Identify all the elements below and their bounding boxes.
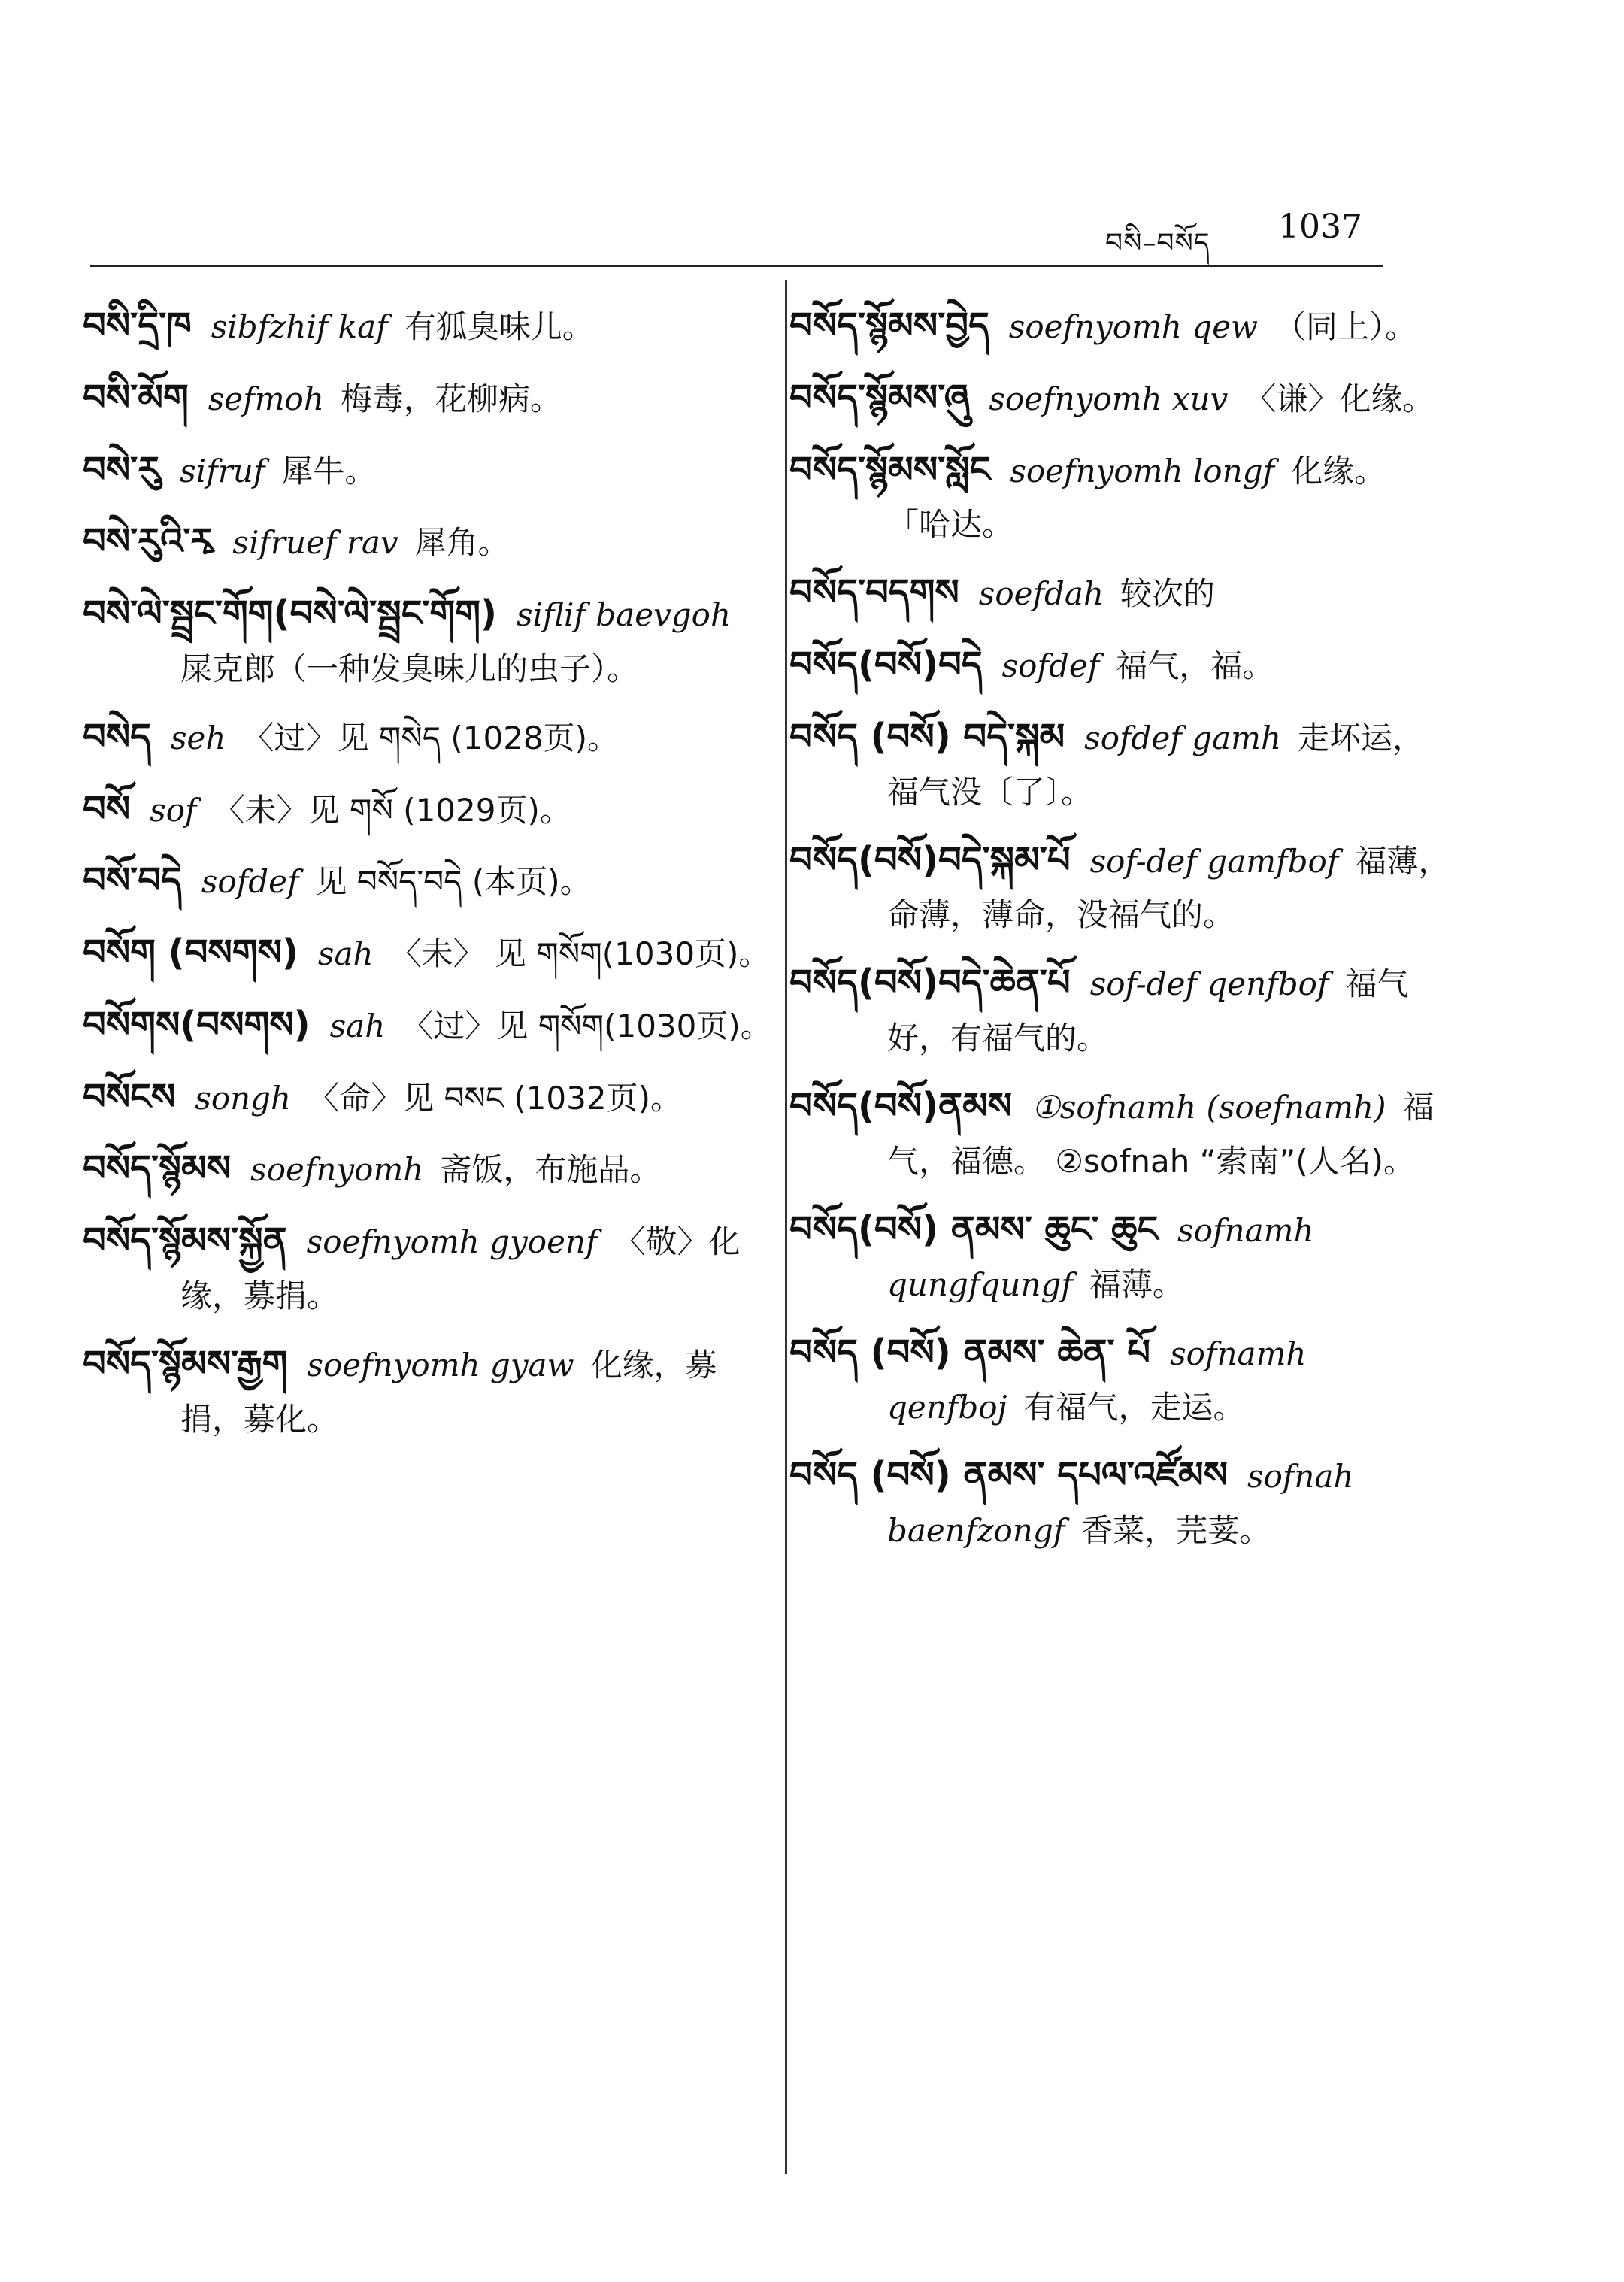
- entry-romanization: soefdah: [978, 575, 1104, 613]
- entry-headword: བསོད་སྙོམས་ཞུ: [789, 376, 970, 419]
- entry-gloss: 犀角。: [414, 524, 510, 562]
- dictionary-entry: [789, 832, 1451, 941]
- entry-gloss: 〈未〉见 གསོ (1029页)。: [213, 791, 571, 829]
- entry-headword: བསེད: [83, 715, 151, 758]
- dictionary-entry: [789, 1324, 1451, 1434]
- entry-romanization: seh: [170, 719, 226, 756]
- entry-headword: བསེ་རུ: [83, 448, 161, 491]
- entry-romanization: sefmoh: [208, 380, 324, 417]
- header-rule: [90, 265, 1383, 267]
- entry-romanization: sofdef gamh: [1084, 719, 1281, 756]
- entry-romanization: sofnamh qenfboj: [887, 1335, 1307, 1426]
- entry-headword: བསོད་བདགས: [789, 571, 959, 614]
- entry-headword: བསེ་ལེ་སྦྲང་གོག(བསེ་ལེ་སྦྲང་གོག): [83, 592, 497, 635]
- entry-romanization: siflif baevgoh: [516, 596, 732, 633]
- entry-romanization: soefnyomh longf: [1010, 452, 1275, 489]
- entry-gloss: 屎克郎（一种发臭味儿的虫子）。: [180, 650, 639, 687]
- entry-romanization: sofdef: [1001, 647, 1100, 685]
- entry-gloss: 有福气，走运。: [1023, 1389, 1245, 1426]
- dictionary-entry: [789, 1201, 1451, 1311]
- entry-romanization: soefnyomh gyaw: [307, 1346, 574, 1383]
- entry-gloss: （同上）。: [1274, 308, 1417, 345]
- entry-romanization: sofnamh qungfqungf: [887, 1211, 1314, 1303]
- entry-headword: བསི་དྲི་ཁ: [83, 305, 192, 347]
- entry-gloss: 〈过〉见 གསོག(1030页)。: [401, 1007, 772, 1044]
- entry-headword: བསོད (བསོ) ནམས་ དཔལ་འཛོམས: [789, 1454, 1229, 1497]
- entry-romanization: sofnah baenfzongf: [887, 1458, 1354, 1550]
- entry-gloss: 〈谦〉化缘。: [1244, 380, 1435, 417]
- entry-headword: བསོག (བསགས): [83, 932, 298, 974]
- running-head: བསི–བསོད: [1105, 228, 1210, 259]
- entry-romanization: soefnyomh xuv: [989, 380, 1229, 417]
- entry-headword: བསོད(བསོ)བདེ་ཆེན་པོ: [789, 962, 1071, 1005]
- dictionary-entry: [83, 1212, 774, 1322]
- entry-romanization: soefnyomh: [250, 1151, 424, 1189]
- entry-romanization: sah: [317, 935, 374, 973]
- dictionary-entry: [83, 708, 774, 767]
- entry-gloss: 福薄。: [1089, 1265, 1184, 1303]
- entry-gloss: 福薄，命薄，薄命，没福气的。: [887, 842, 1450, 934]
- entry-romanization: songh: [195, 1079, 292, 1117]
- entry-gloss: 〈过〉见 གསེད (1028页)。: [242, 719, 620, 756]
- right-column: [789, 297, 1451, 1570]
- page-number: 1037: [1278, 208, 1362, 246]
- dictionary-entry: [83, 1068, 774, 1127]
- entry-gloss: 香菜，芫荽。: [1081, 1512, 1271, 1550]
- entry-gloss: 梅毒，花柳病。: [340, 380, 562, 417]
- dictionary-entry: [83, 924, 774, 983]
- entry-romanization: sibfzhif kaf: [211, 308, 388, 345]
- dictionary-entry: [83, 1335, 774, 1445]
- entry-romanization: sah: [329, 1007, 386, 1044]
- entry-headword: བསོ་བདེ: [83, 859, 182, 902]
- entry-romanization: sof-def qenfbof: [1089, 965, 1329, 1003]
- entry-gloss: 〈命〉见 བསང (1032页)。: [308, 1079, 682, 1117]
- entry-headword: བསོད (བསོ) བདེ་སྐམ: [789, 715, 1065, 758]
- entry-headword: བསི་མོག: [83, 376, 189, 419]
- entry-gloss: 犀牛。: [281, 452, 377, 489]
- entry-headword: བསོད (བསོ) ནམས་ ཆེན་ པོ: [789, 1331, 1151, 1374]
- entry-headword: བསོད་སྙོམས་སློང: [789, 448, 991, 491]
- entry-gloss: 福气，福德。 ②sofnah “索南”(人名)。: [887, 1089, 1435, 1180]
- dictionary-entry: [83, 441, 774, 500]
- dictionary-entry: [789, 954, 1451, 1064]
- dictionary-entry: [83, 852, 774, 911]
- entry-headword: བསོ: [83, 787, 131, 830]
- dictionary-entry: [83, 369, 774, 428]
- left-column: [83, 297, 774, 1459]
- entry-gloss: 较次的: [1120, 575, 1216, 613]
- entry-headword: བསོད་སྙོམས་རྒྱག: [83, 1342, 288, 1385]
- dictionary-entry: [789, 1077, 1451, 1187]
- entry-headword: བསོད(བསོ)བདེ: [789, 644, 983, 686]
- entry-gloss: 有狐臭味儿。: [404, 308, 594, 345]
- entry-romanization: ①sofnamh (soefnamh): [1032, 1089, 1386, 1126]
- dictionary-entry: [789, 708, 1451, 818]
- entry-romanization: soefnyomh qew: [1008, 308, 1259, 345]
- entry-gloss: 化缘，募捐，募化。: [180, 1346, 717, 1438]
- entry-gloss: 福气好，有福气的。: [887, 965, 1409, 1057]
- entry-gloss: 〈未〉 见 གསོག(1030页)。: [389, 935, 771, 973]
- entry-headword: བསོད་སྙོམས་བྱེད: [789, 305, 989, 347]
- entry-headword: བསོད་སྙོམས་སྐྱོན: [83, 1220, 287, 1262]
- dictionary-entry: [83, 1140, 774, 1199]
- dictionary-entry: [83, 780, 774, 839]
- entry-romanization: sof: [150, 791, 197, 829]
- entry-gloss: 斋饭，布施品。: [440, 1151, 662, 1189]
- entry-headword: བསོངས: [83, 1075, 176, 1118]
- entry-headword: བསོགས(བསགས): [83, 1003, 311, 1046]
- dictionary-entry: [789, 297, 1451, 356]
- entry-romanization: sof-def gamfbof: [1089, 842, 1339, 880]
- dictionary-entry: [789, 636, 1451, 695]
- dictionary-entry: [789, 441, 1451, 551]
- entry-romanization: soefnyomh gyoenf: [306, 1223, 598, 1261]
- entry-headword: བསོད་སྙོམས: [83, 1147, 232, 1190]
- entry-gloss: 走坏运，福气没〔了〕。: [887, 719, 1425, 811]
- dictionary-entry: [789, 564, 1451, 623]
- entry-gloss: 〈敬〉化缘，募捐。: [180, 1223, 741, 1314]
- dictionary-entry: [83, 297, 774, 356]
- entry-gloss: 福气，福。: [1116, 647, 1274, 685]
- entry-headword: བསོད(བསོ)ནམས: [789, 1085, 1013, 1128]
- dictionary-entry: [789, 1447, 1451, 1556]
- entry-gloss: 化缘。 「哈达。: [887, 452, 1386, 544]
- dictionary-entry: [83, 513, 774, 571]
- entry-romanization: sofdef: [201, 863, 299, 901]
- entry-romanization: sifruef rav: [232, 524, 398, 562]
- entry-gloss: 见 བསོད་བདེ (本页)。: [315, 863, 592, 901]
- column-divider: [785, 280, 787, 2174]
- dictionary-entry: [83, 585, 774, 695]
- entry-headword: བསེ་རུའི་རྭ: [83, 520, 214, 563]
- entry-headword: བསོད(བསོ) ནམས་ ཆུང་ ཆུང: [789, 1208, 1159, 1250]
- dictionary-entry: [83, 996, 774, 1055]
- dictionary-entry: [789, 369, 1451, 428]
- entry-romanization: sifruf: [180, 452, 265, 489]
- entry-headword: བསོད(བསོ)བདེ་སྐམ་པོ: [789, 838, 1071, 881]
